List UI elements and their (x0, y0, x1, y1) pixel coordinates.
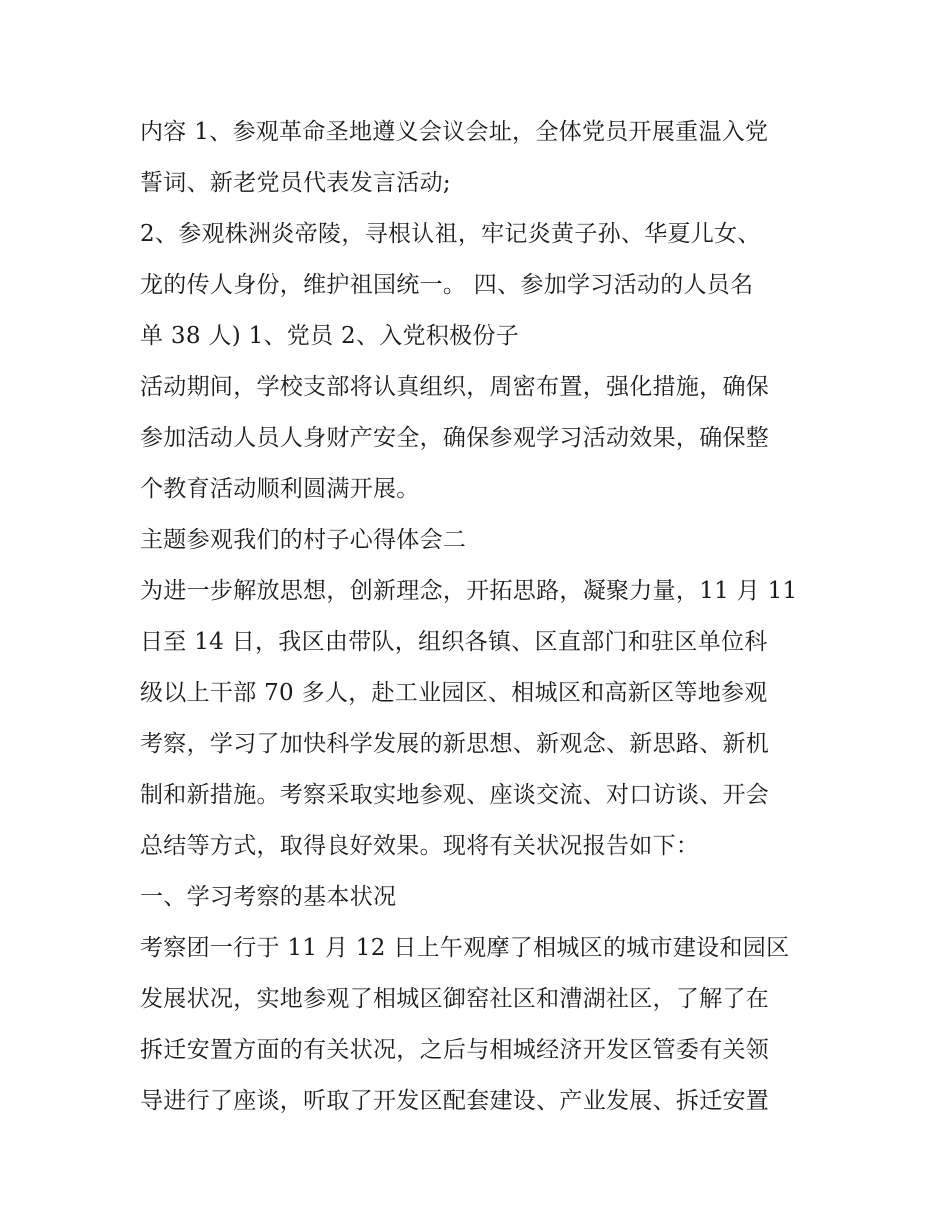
text-line: 日至 14 日，我区由带队，组织各镇、区直部门和驻区单位科 (140, 629, 768, 655)
text-line: 拆迁安置方面的有关状况，之后与相城经济开发区管委有关领 (140, 1037, 770, 1063)
text-line: 2、参观株洲炎帝陵，寻根认祖，牢记炎黄子孙、华夏儿女、 (140, 221, 761, 247)
text-line: 制和新措施。考察采取实地参观、座谈交流、对口访谈、开会 (140, 782, 770, 808)
body-text (140, 107, 820, 1127)
text-line: 誓词、新老党员代表发言活动; (140, 170, 451, 196)
text-line: 单 38 人) 1、党员 2、入党积极份子 (140, 323, 520, 349)
text-line: 龙的传人身份，维护祖国统一。 四、参加学习活动的人员名 (140, 272, 754, 298)
text-line: 级以上干部 70 多人，赴工业园区、相城区和高新区等地参观 (140, 680, 768, 706)
section-heading: 主题参观我们的村子心得体会二 (140, 527, 467, 553)
text-line: 内容 1、参观革命圣地遵义会议会址，全体党员开展重温入党 (140, 119, 769, 145)
section-heading: 一、学习考察的基本状况 (140, 884, 397, 910)
text-line: 发展状况，实地参观了相城区御窑社区和漕湖社区，了解了在 (140, 986, 770, 1012)
text-line: 为进一步解放思想，创新理念，开拓思路，凝聚力量，11 月 11 (140, 578, 798, 604)
text-line: 活动期间，学校支部将认真组织，周密布置，强化措施，确保 (140, 374, 770, 400)
text-line: 参加活动人员人身财产安全，确保参观学习活动效果，确保整 (140, 425, 770, 451)
text-line: 总结等方式，取得良好效果。现将有关状况报告如下： (140, 833, 700, 859)
text-line: 个教育活动顺利圆满开展。 (140, 476, 420, 502)
text-line: 考察团一行于 11 月 12 日上午观摩了相城区的城市建设和园区 (140, 935, 790, 961)
text-line: 导进行了座谈，听取了开发区配套建设、产业发展、拆迁安置 (140, 1088, 770, 1114)
text-line: 考察，学习了加快科学发展的新思想、新观念、新思路、新机 (140, 731, 770, 757)
